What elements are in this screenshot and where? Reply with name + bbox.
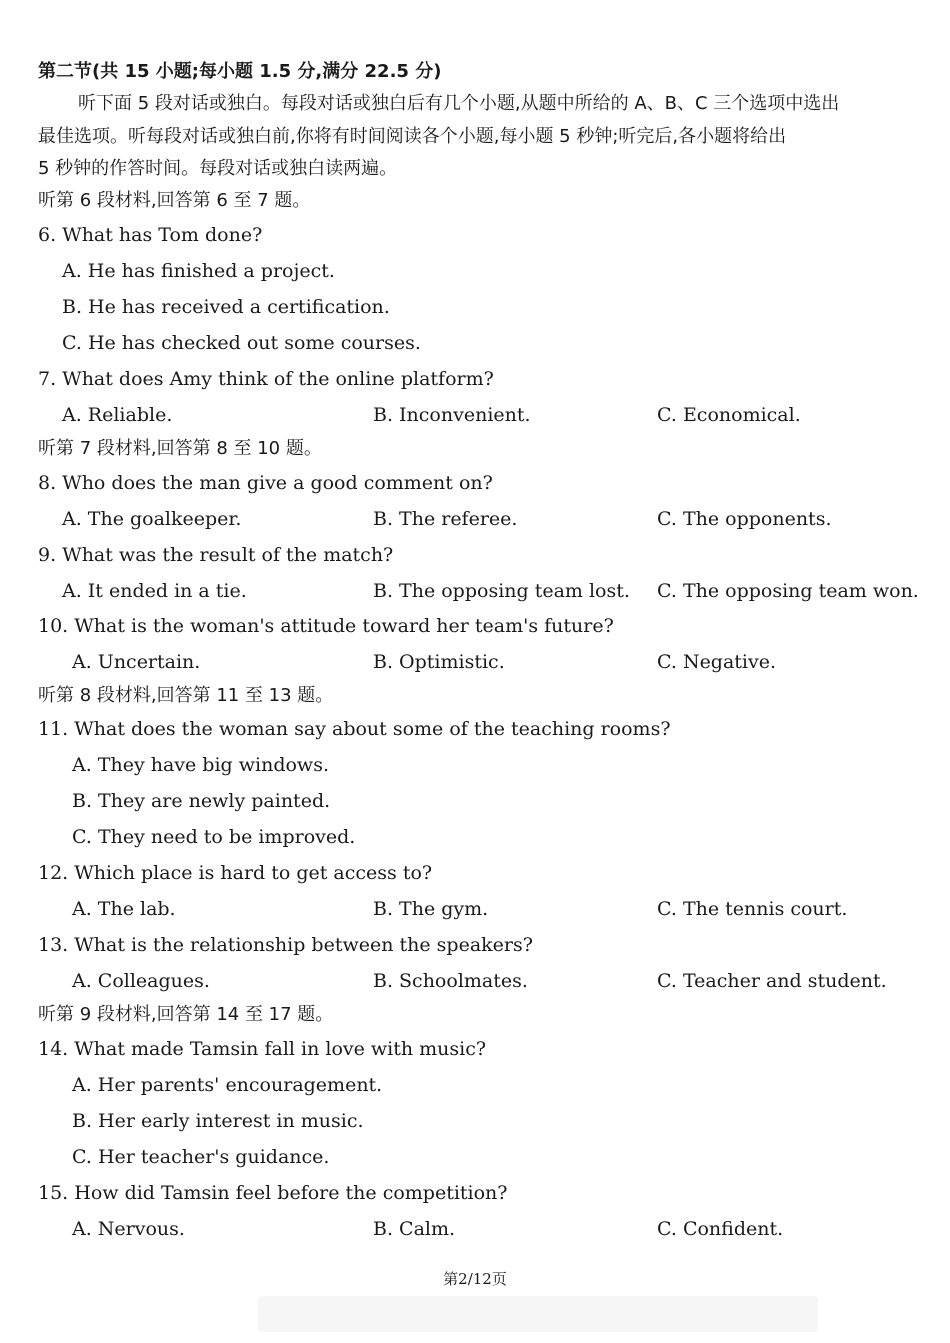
option-c: C. Confident. <box>657 1218 784 1240</box>
option-a: A. They have big windows. <box>72 754 329 776</box>
option-b: B. The opposing team lost. <box>373 580 630 602</box>
option-a: A. The lab. <box>72 898 176 920</box>
scan-smudge <box>258 1296 818 1332</box>
option-c: C. Teacher and student. <box>657 970 887 992</box>
option-c: C. The opponents. <box>657 508 832 530</box>
option-a: A. Colleagues. <box>72 970 210 992</box>
option-a: A. Reliable. <box>62 404 173 426</box>
group-heading: 听第 8 段材料,回答第 11 至 13 题。 <box>38 685 334 706</box>
option-a: A. Her parents' encouragement. <box>72 1074 383 1096</box>
option-c: C. The tennis court. <box>657 898 848 920</box>
option-c: C. They need to be improved. <box>72 826 356 848</box>
option-c: C. The opposing team won. <box>657 580 919 602</box>
option-b: B. Schoolmates. <box>373 970 528 992</box>
question-stem: 7. What does Amy think of the online platform? <box>38 368 494 390</box>
option-a: A. It ended in a tie. <box>62 580 247 602</box>
question-stem: 9. What was the result of the match? <box>38 544 394 566</box>
option-c: C. Negative. <box>657 651 777 673</box>
option-b: B. Optimistic. <box>373 651 505 673</box>
option-b: B. Her early interest in music. <box>72 1110 364 1132</box>
option-b: B. Inconvenient. <box>373 404 531 426</box>
group-heading: 听第 7 段材料,回答第 8 至 10 题。 <box>38 438 322 459</box>
option-b: B. The referee. <box>373 508 518 530</box>
option-a: A. The goalkeeper. <box>62 508 242 530</box>
question-stem: 14. What made Tamsin fall in love with music? <box>38 1038 487 1060</box>
question-stem: 10. What is the woman's attitude toward her team's future? <box>38 615 614 637</box>
option-b: B. Calm. <box>373 1218 456 1240</box>
instruction-line-3: 5 秒钟的作答时间。每段对话或独白读两遍。 <box>38 158 398 179</box>
option-b: B. The gym. <box>373 898 489 920</box>
question-stem: 11. What does the woman say about some of the teaching rooms? <box>38 718 671 740</box>
instruction-line-2: 最佳选项。听每段对话或独白前,你将有时间阅读各个小题,每小题 5 秒钟;听完后,各小题将给出 <box>38 126 787 147</box>
option-c: C. Economical. <box>657 404 801 426</box>
group-heading: 听第 9 段材料,回答第 14 至 17 题。 <box>38 1004 334 1025</box>
page-number: 第2/12页 <box>443 1270 507 1288</box>
option-a: A. Nervous. <box>72 1218 185 1240</box>
question-stem: 15. How did Tamsin feel before the competition? <box>38 1182 508 1204</box>
section-title: 第二节(共 15 小题;每小题 1.5 分,满分 22.5 分) <box>38 61 442 82</box>
question-stem: 13. What is the relationship between the speakers? <box>38 934 533 956</box>
group-heading: 听第 6 段材料,回答第 6 至 7 题。 <box>38 190 311 211</box>
question-stem: 6. What has Tom done? <box>38 224 263 246</box>
option-c: C. Her teacher's guidance. <box>72 1146 330 1168</box>
option-a: A. He has finished a project. <box>62 260 335 282</box>
option-a: A. Uncertain. <box>72 651 201 673</box>
question-stem: 12. Which place is hard to get access to? <box>38 862 433 884</box>
option-b: B. He has received a certification. <box>62 296 390 318</box>
question-stem: 8. Who does the man give a good comment on? <box>38 472 493 494</box>
instruction-line-1: 听下面 5 段对话或独白。每段对话或独白后有几个小题,从题中所给的 A、B、C 三个选项中选出 <box>78 93 840 114</box>
option-b: B. They are newly painted. <box>72 790 331 812</box>
option-c: C. He has checked out some courses. <box>62 332 421 354</box>
